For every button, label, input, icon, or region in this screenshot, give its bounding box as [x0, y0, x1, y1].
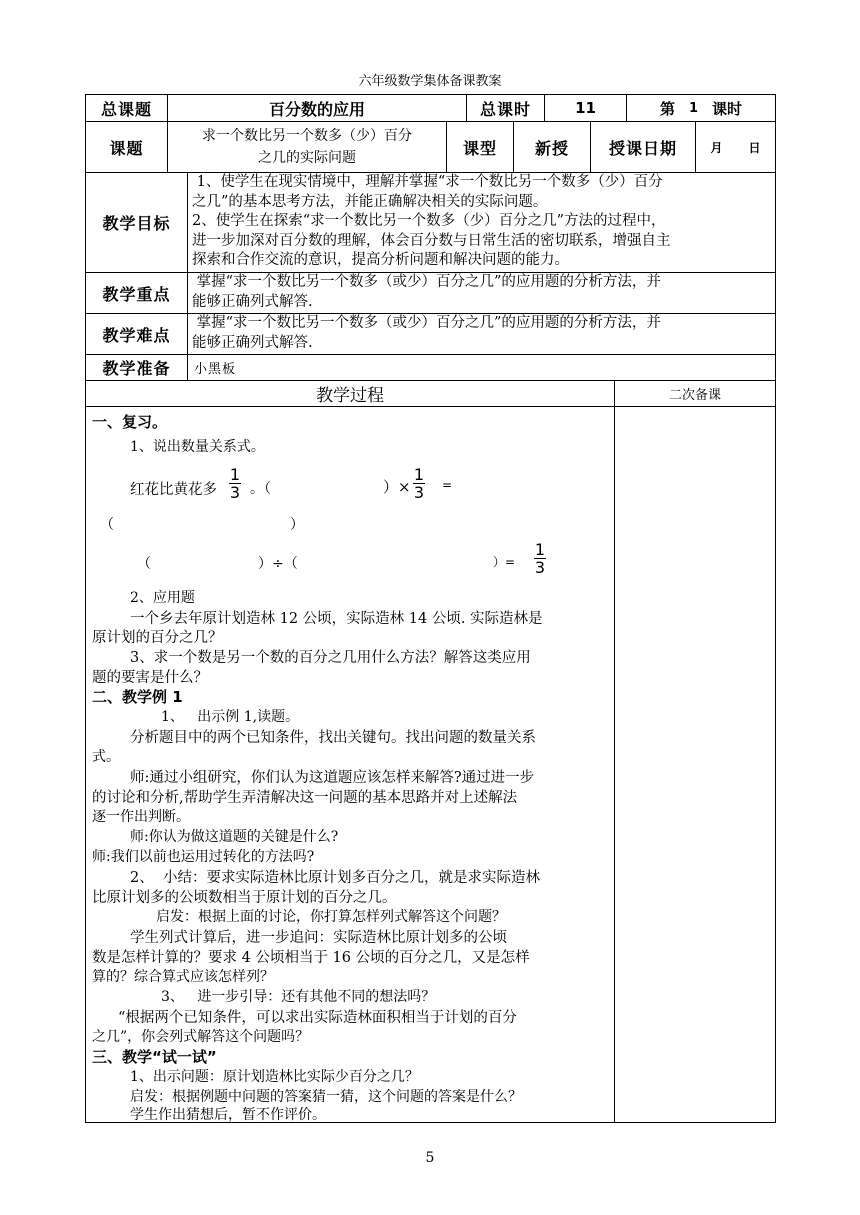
example-line: 之几”，你会列式解答这个问题吗？ — [92, 1029, 310, 1045]
key-point-line: 能够正确列式解答. — [192, 293, 313, 310]
example-line: 师:通过小组研究，你们认为这道题应该怎样来解答?通过进一步 — [130, 770, 535, 786]
example-title: 二、教学例 1 — [92, 688, 183, 706]
difficulties-text — [192, 314, 772, 353]
try-line: 启发：根据例题中问题的答案猜一猜，这个问题的答案是什么？ — [130, 1089, 522, 1105]
paren-close-times: ）× — [383, 478, 411, 496]
apply-line: 题的要害是什么？ — [92, 670, 208, 686]
day-label: 日 — [748, 140, 761, 155]
goals-text — [192, 173, 772, 271]
try-title: 三、教学“试一试” — [92, 1048, 217, 1066]
fraction-denominator: 3 — [413, 483, 425, 502]
difficulty-line: 能够正确列式解答. — [192, 334, 313, 351]
total-hours-value: 11 — [575, 99, 596, 117]
example-line: 师:我们以前也运用过转化的方法吗? — [92, 849, 315, 865]
fraction-numerator: 1 — [413, 465, 425, 484]
goal-line: 进一步加深对百分数的理解，体会百分数与日常生活的密切联系，增强自主 — [192, 232, 671, 249]
process-header: 教学过程 — [316, 386, 384, 406]
fraction-one-third — [533, 541, 547, 576]
key-points-label: 教学重点 — [102, 284, 171, 304]
apply-line: 一个乡去年原计划造林 12 公顷，实际造林 14 公顷. 实际造林是 — [130, 611, 543, 627]
example-line: 2、 小结：要求实际造林比原计划多百分之几，就是求实际造林 — [130, 870, 540, 886]
fraction-denominator: 3 — [534, 558, 546, 577]
second-prep-header: 二次备课 — [668, 388, 721, 403]
open-paren: （ — [100, 517, 114, 533]
red-flower-tail: 。（ — [250, 481, 271, 497]
lesson-no-prefix: 第 — [659, 99, 675, 118]
example-line: 分析题目中的两个已知条件，找出关键句。找出问题的数量关系 — [130, 730, 536, 746]
goal-line: 之几”的基本思考方法，并能正确解决相关的实际问题。 — [192, 193, 548, 210]
key-point-line: 掌握“求一个数比另一个数多（或少）百分之几”的应用题的分析方法，并 — [192, 274, 661, 290]
type-label: 课型 — [462, 138, 497, 158]
example-line: 数是怎样计算的？要求 4 公顷相当于 16 公顷的百分之几，又是怎样 — [92, 950, 530, 966]
example-line: “根据两个已知条件，可以求出实际造林面积相当于计划的百分 — [118, 1010, 517, 1026]
lesson-number — [627, 95, 775, 121]
example-line: 学生列式计算后，进一步追问：实际造林比原计划多的公顷 — [130, 930, 507, 946]
goals-label: 教学目标 — [102, 214, 171, 233]
goal-line: 探索和合作交流的意识，提高分析问题和解决问题的能力。 — [192, 252, 569, 268]
try-line: 学生作出猜想后，暂不作评价。 — [130, 1107, 326, 1123]
page-number: 5 — [425, 1150, 435, 1166]
div-open-paren: （ — [137, 556, 151, 572]
example-line: 算的？综合算式应该怎样列？ — [92, 969, 274, 985]
goal-line: 2、使学生在探索“求一个数比另一个数多（少）百分之几”方法的过程中， — [192, 213, 666, 229]
lesson-no-suffix: 课时 — [712, 99, 743, 118]
document-header: 六年级数学集体备课教案 — [358, 74, 502, 89]
prep-value: 小黑板 — [194, 362, 237, 377]
fraction-numerator: 1 — [229, 465, 241, 484]
topic-line-2: 之几的实际问题 — [258, 150, 356, 166]
date-label: 授课日期 — [608, 138, 677, 158]
review-item-1: 1、说出数量关系式。 — [130, 439, 265, 455]
difficulties-label: 教学难点 — [102, 325, 171, 345]
apply-line: 原计划的百分之几？ — [92, 630, 223, 646]
difficulty-line: 掌握“求一个数比另一个数多（或少）百分之几”的应用题的分析方法，并 — [192, 315, 661, 331]
apply-title: 2、应用题 — [130, 590, 195, 606]
apply-line: 3、求一个数是另一个数的百分之几用什么方法？解答这类应用 — [130, 650, 531, 666]
example-line: 3、 进一步引导：还有其他不同的想法吗？ — [161, 989, 436, 1005]
topic-label: 课题 — [109, 138, 144, 158]
example-line: 比原计划多的公顷数相当于原计划的百分之几。 — [92, 890, 397, 906]
example-line: 逐一作出判断。 — [92, 809, 190, 825]
fraction-denominator: 3 — [229, 483, 241, 502]
review-title: 一、复习。 — [92, 413, 168, 431]
total-hours-label: 总课时 — [479, 99, 531, 119]
month-label: 月 — [710, 140, 723, 155]
date-value — [696, 122, 775, 172]
example-line: 1、 出示例 1,读题。 — [161, 709, 300, 725]
type-value: 新授 — [534, 138, 569, 158]
red-flower-text: 红花比黄花多 — [130, 482, 217, 498]
total-topic-value: 百分数的应用 — [268, 99, 365, 119]
example-line: 启发：根据上面的讨论，你打算怎样列式解答这个问题？ — [156, 909, 506, 925]
fraction-one-third — [228, 466, 242, 501]
topic-value — [168, 122, 446, 172]
total-topic-label: 总课题 — [100, 99, 152, 119]
topic-line-1: 求一个数比另一个数多（少）百分 — [202, 128, 412, 144]
try-line: 1、出示问题：原计划造林比实际少百分之几？ — [130, 1069, 419, 1085]
equals-sign: = — [442, 478, 453, 492]
close-paren: ） — [290, 517, 304, 533]
fraction-one-third — [412, 466, 426, 501]
example-line: 师:你认为做这道题的关键是什么? — [130, 829, 339, 845]
fraction-numerator: 1 — [534, 540, 546, 559]
prep-label: 教学准备 — [102, 359, 171, 378]
goal-line: 1、使学生在现实情境中，理解并掌握“求一个数比另一个数多（少）百分 — [192, 174, 663, 190]
div-close: ）= — [493, 555, 516, 569]
key-points-text — [192, 273, 772, 312]
div-mid: ）÷（ — [258, 556, 298, 572]
lesson-no-value: 1 — [688, 100, 699, 116]
example-line: 的讨论和分析,帮助学生弄清解决这一问题的基本思路并对上述解法 — [92, 790, 518, 806]
example-line: 式。 — [92, 749, 120, 765]
